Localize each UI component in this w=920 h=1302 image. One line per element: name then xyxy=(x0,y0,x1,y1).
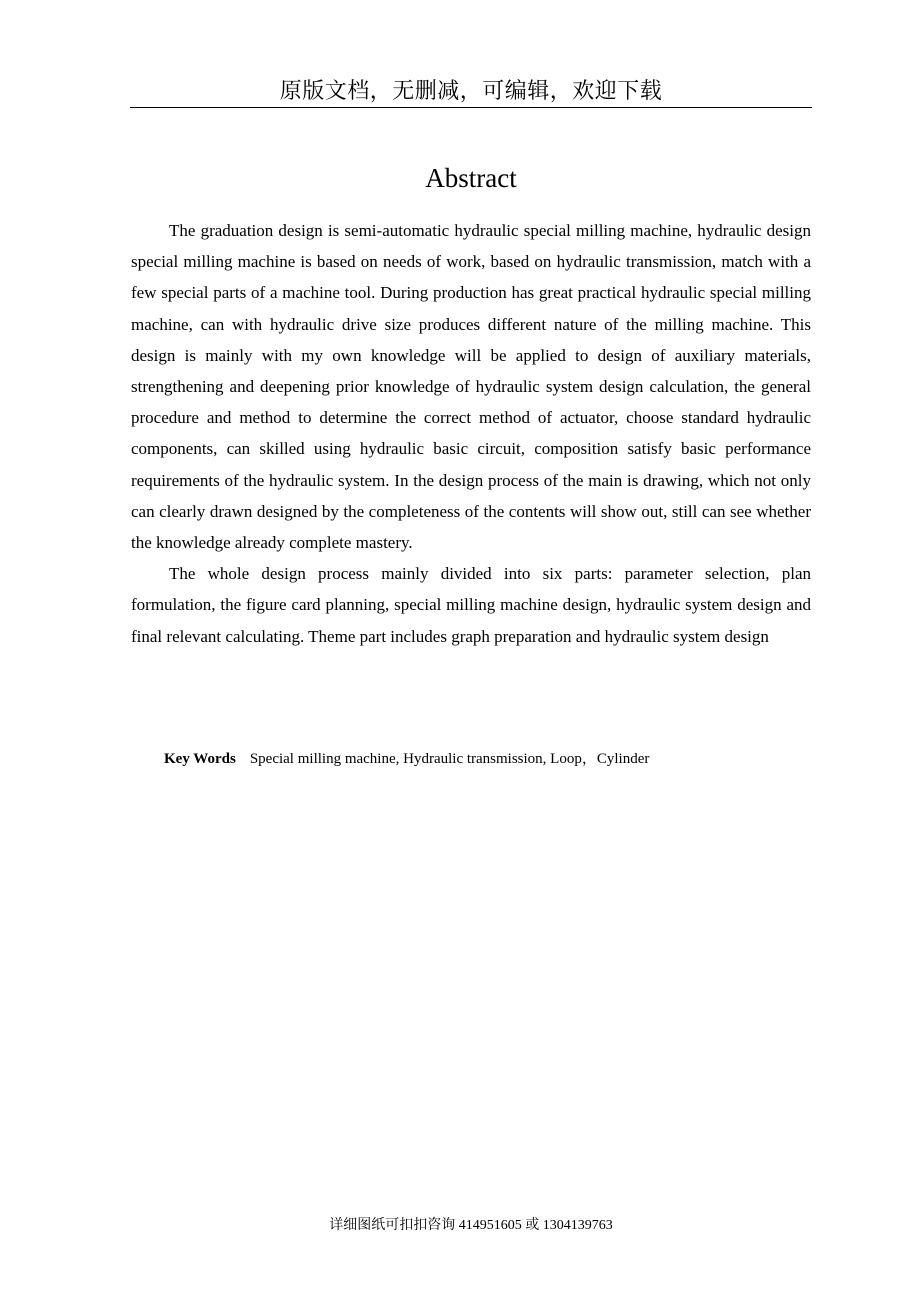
keywords-line xyxy=(164,748,804,770)
keywords-value: Special milling machine, Hydraulic transmission, Loop，Cylinder xyxy=(249,751,650,767)
header-divider xyxy=(130,107,812,108)
abstract-paragraph-2: The whole design process mainly divided into six parts: parameter selection, plan formulation, the figure card planning, special milling machine design, hydraulic system design and final relevant calculating. Theme part includes graph preparation and hydraulic system design xyxy=(131,564,811,646)
abstract-body xyxy=(131,215,811,652)
page-footer: 详细图纸可扣扣咨询 414951605 或 1304139763 xyxy=(329,1218,613,1233)
abstract-paragraph-1: The graduation design is semi-automatic hydraulic special milling machine, hydraulic design special milling machine is based on needs of work, based on hydraulic transmission, match with a few special parts of a machine tool. During production has great practical hydraulic special milling machine, can with hydraulic drive size produces different nature of the milling machine. This design is mainly with my own knowledge will be applied to design of auxiliary materials, strengthening and deepening prior knowledge of hydraulic system design calculation, the general procedure and method to determine the correct method of actuator, choose standard hydraulic components, can skilled using hydraulic basic circuit, composition satisfy basic performance requirements of the hydraulic system. In the design process of the main is drawing, which not only can clearly drawn designed by the completeness of the contents will show out, still can see whether the knowledge already complete mastery. xyxy=(131,221,811,553)
abstract-title: Abstract xyxy=(425,163,517,193)
keywords-label: Key Words xyxy=(164,751,236,767)
page-header: 原版文档，无删减，可编辑，欢迎下载 xyxy=(279,78,663,103)
